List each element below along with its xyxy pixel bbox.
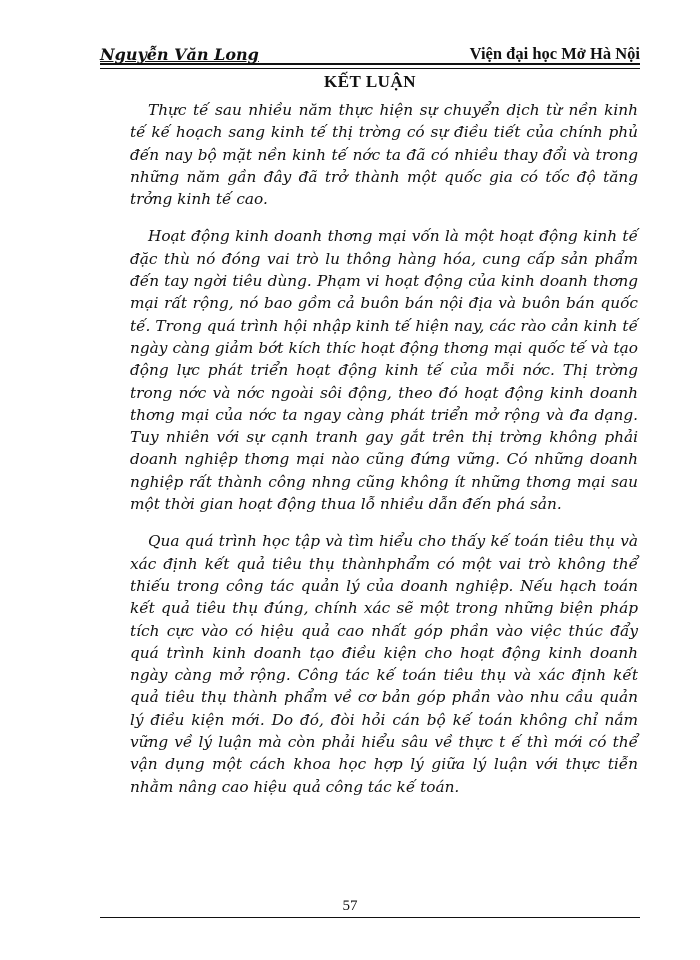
- footer-rule: [100, 917, 640, 918]
- header-rule: [100, 63, 640, 69]
- paragraph: Qua quá trình học tập và tìm hiểu cho thấy kế toán tiêu thụ và xác định kết quả tiêu thụ thànhphẩm có một vai trò không thể thiếu trong công tác quản lý của doanh nghiệp. Nếu hạch toán kết quả tiêu thụ đúng, chính xác sẽ một trong những biện pháp tích cực vào có hiệu quả cao nhất góp phần vào việc thúc đẩy quá trình kinh doanh tạo điều kiện cho hoạt động kinh doanh ngày càng mở rộng. Công tác kế toán tiêu thụ và xác định kết quả tiêu thụ thành phẩm về cơ bản góp phần vào nhu cầu quản lý điều kiện mới. Do đó, đòi hỏi cán bộ kế toán không chỉ nắm vững về lý luận mà còn phải hiểu sâu về thực t ế thì mới có thể vận dụng một cách khoa học hợp lý giữa lý luận với thực tiễn nhằm nâng cao hiệu quả công tác kế toán.: [130, 532, 638, 796]
- header-author: Nguyễn Văn Long: [100, 45, 259, 64]
- body-text: [130, 99, 638, 813]
- paragraph: Thực tế sau nhiều năm thực hiện sự chuyển dịch từ nền kinh tế kế hoạch sang kinh tế thị trờng có sự điều tiết của chính phủ đến nay bộ mặt nền kinh tế nớc ta đã có nhiều thay đổi và trong những năm gần đây đã trở thành một quốc gia có tốc độ tăng trởng kinh tế cao.: [130, 101, 638, 209]
- page-number: 57: [342, 898, 358, 914]
- header-institution: Viện đại học Mở Hà Nội: [469, 44, 640, 63]
- page-header: [100, 40, 640, 64]
- paragraph: Hoạt động kinh doanh thơng mại vốn là một hoạt động kinh tế đặc thù nó đóng vai trò lu thông hàng hóa, cung cấp sản phẩm đến tay ngời tiêu dùng. Phạm vi hoạt động của kinh doanh thơng mại rất rộng, nó bao gồm cả buôn bán nội địa và buôn bán quốc tế. Trong quá trình hội nhập kinh tế hiện nay, các rào cản kinh tế ngày càng giảm bớt kích thíc hoạt động thơng mại quốc tế và tạo động lực phát triển hoạt động kinh tế của mỗi nớc. Thị trờng trong nớc và nớc ngoài sôi động, theo đó hoạt động kinh doanh thơng mại của nớc ta ngay càng phát triển mở rộng và đa dạng. Tuy nhiên với sự cạnh tranh gay gắt trên thị trờng không phải doanh nghiệp thơng mại nào cũng đứng vững. Có những doanh nghiệp rất thành công nhng cũng không ít những thơng mại sau một thời gian hoạt động thua lỗ nhiều dẫn đến phá sản.: [130, 227, 638, 514]
- section-title: KẾT LUẬN: [323, 72, 416, 91]
